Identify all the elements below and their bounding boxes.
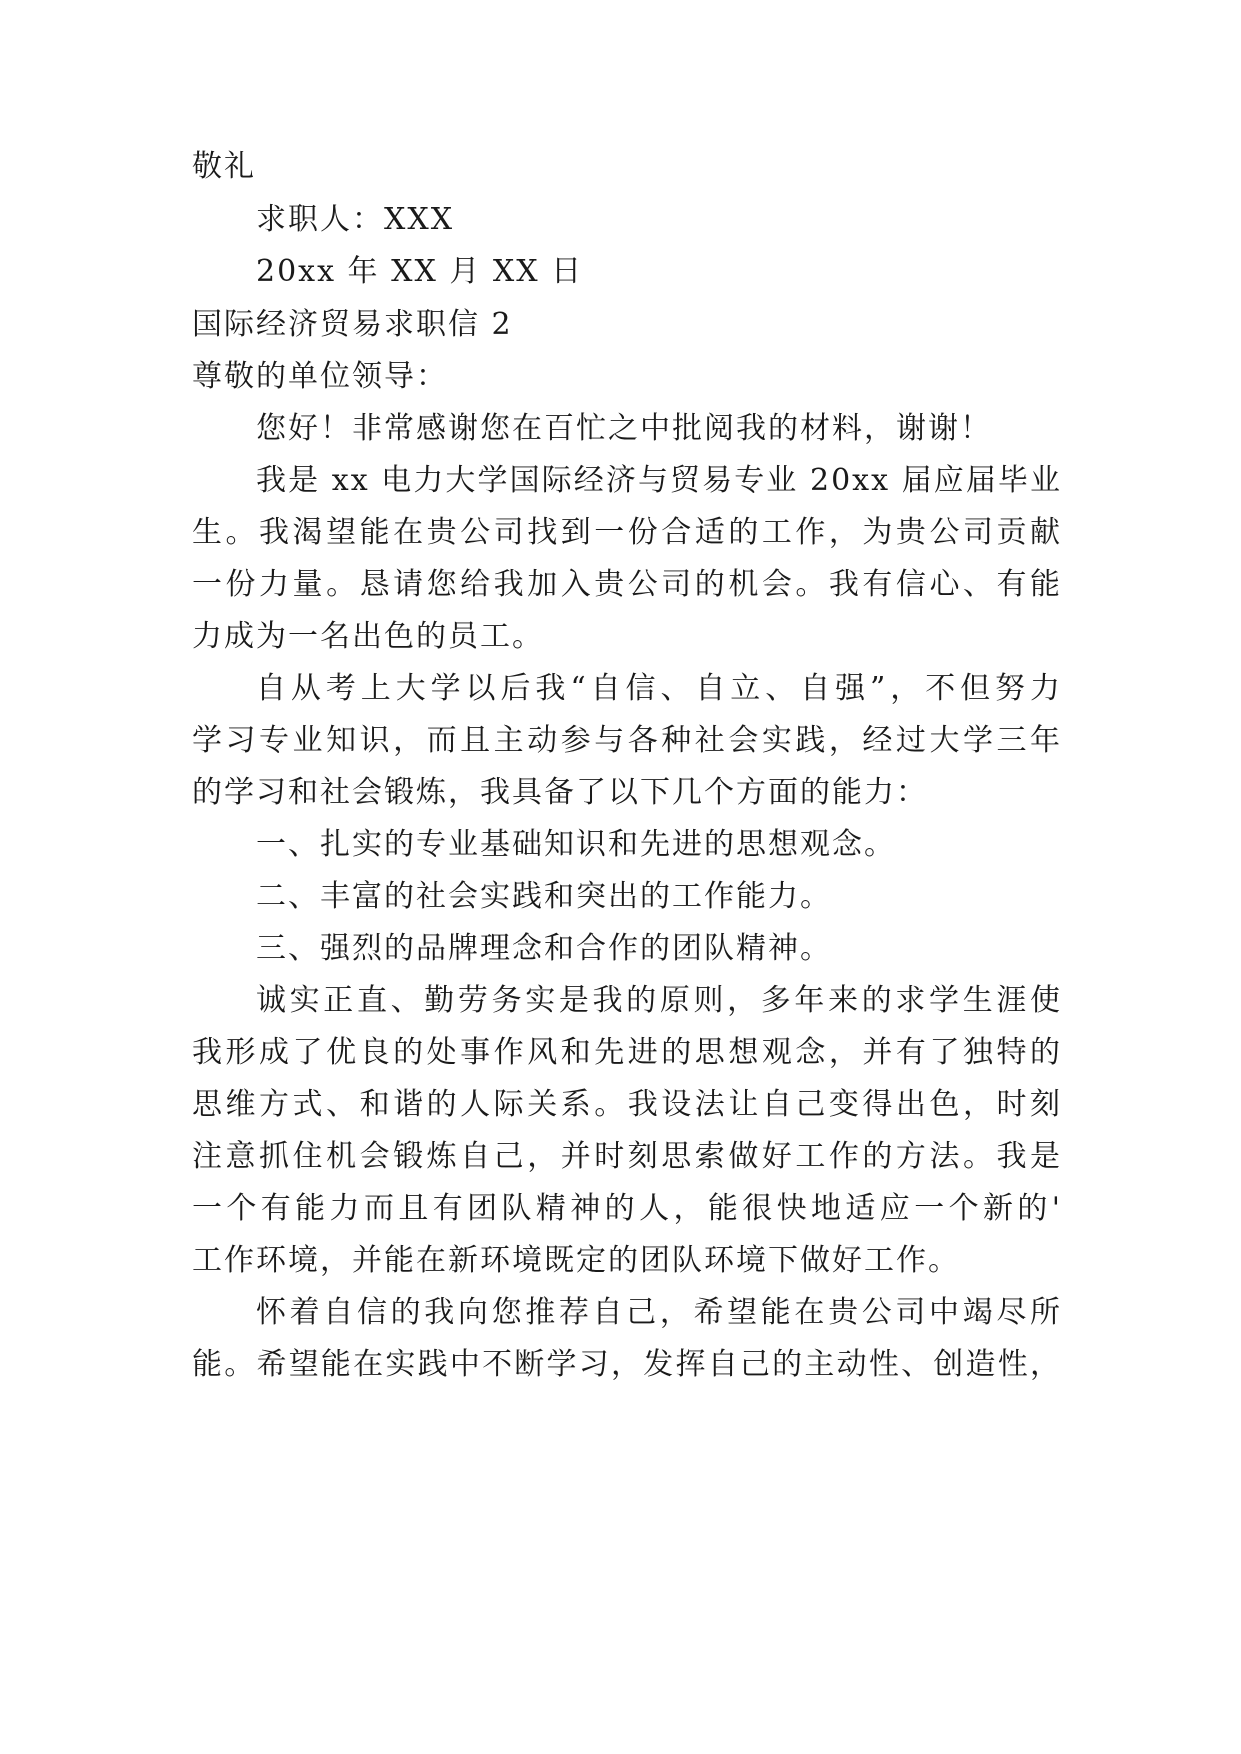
letter-title: 国际经济贸易求职信 2 xyxy=(192,307,513,342)
letter-greeting: 尊敬的单位领导： xyxy=(192,359,448,394)
paragraph-line: 您好！非常感谢您在百忙之中批阅我的材料，谢谢！ xyxy=(256,411,992,446)
paragraph-line: 工作环境，并能在新环境既定的团队环境下做好工作。 xyxy=(192,1243,960,1278)
ability-item: 三、强烈的品牌理念和合作的团队精神。 xyxy=(256,931,832,966)
paragraph-line: 思维方式、和谐的人际关系。我设法让自己变得出色，时刻 xyxy=(192,1087,1062,1122)
ability-item: 二、丰富的社会实践和突出的工作能力。 xyxy=(256,879,832,914)
letter-date: 20xx 年 XX 月 XX 日 xyxy=(256,254,584,289)
paragraph-line: 的学习和社会锻炼，我具备了以下几个方面的能力： xyxy=(192,775,928,810)
paragraph-line: 生。我渴望能在贵公司找到一份合适的工作，为贵公司贡献 xyxy=(192,515,1062,550)
closing-salutation: 敬礼 xyxy=(192,149,256,184)
paragraph-line: 我形成了优良的处事作风和先进的思想观念，并有了独特的 xyxy=(192,1035,1062,1070)
paragraph-line: 我是 xx 电力大学国际经济与贸易专业 20xx 届应届毕业 xyxy=(256,463,1062,498)
paragraph-line: 怀着自信的我向您推荐自己，希望能在贵公司中竭尽所 xyxy=(256,1295,1062,1330)
paragraph-line: 诚实正直、勤劳务实是我的原则，多年来的求学生涯使 xyxy=(256,983,1062,1018)
paragraph-line: 力成为一名出色的员工。 xyxy=(192,619,544,654)
paragraph-line: 一个有能力而且有团队精神的人，能很快地适应一个新的' xyxy=(192,1191,1062,1226)
paragraph-line: 自从考上大学以后我“自信、自立、自强”，不但努力 xyxy=(256,671,1062,706)
paragraph-line: 学习专业知识，而且主动参与各种社会实践，经过大学三年 xyxy=(192,723,1062,758)
applicant-signature: 求职人：XXX xyxy=(256,202,455,237)
paragraph-line: 能。希望能在实践中不断学习，发挥自己的主动性、创造性， xyxy=(192,1347,1062,1382)
ability-item: 一、扎实的专业基础知识和先进的思想观念。 xyxy=(256,827,896,862)
paragraph-line: 一份力量。恳请您给我加入贵公司的机会。我有信心、有能 xyxy=(192,567,1062,602)
paragraph-line: 注意抓住机会锻炼自己，并时刻思索做好工作的方法。我是 xyxy=(192,1139,1062,1174)
